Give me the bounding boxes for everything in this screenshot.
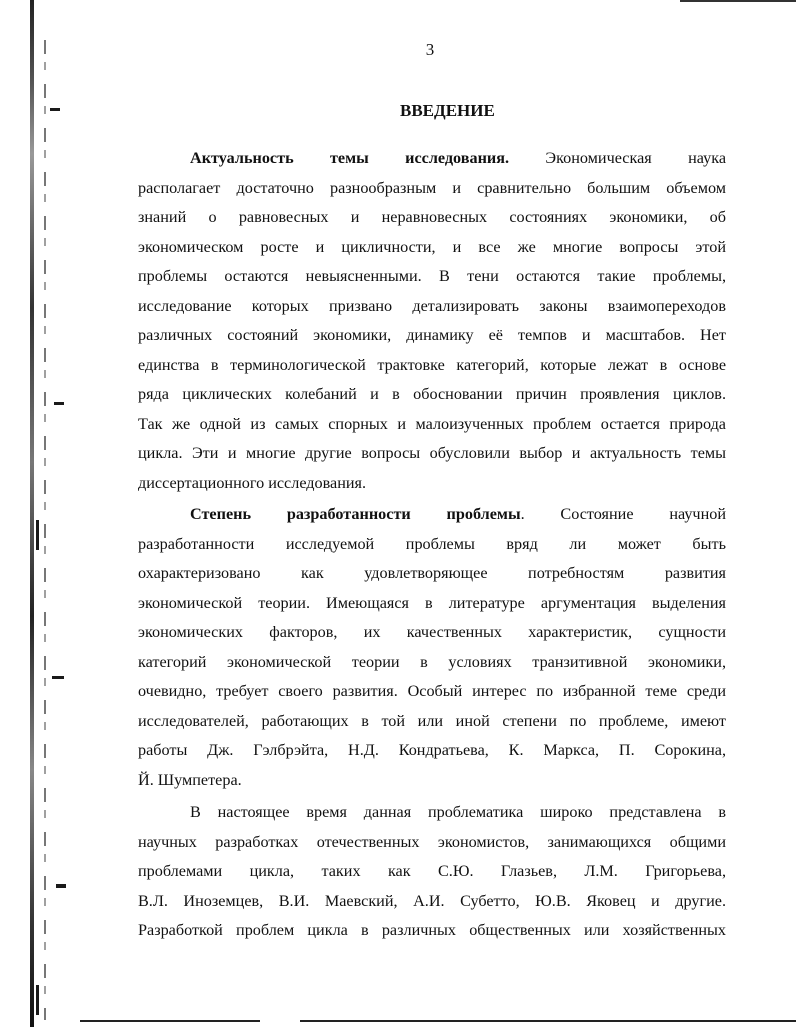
paragraph-line: категорий экономической теории в условиях транзитивной экономики, [138,653,726,671]
paragraph-line: исследование которых призвано детализировать законы взаимопереходов [138,297,726,315]
paragraph-line: научных разработках отечественных экономистов, занимающихся общими [138,833,726,851]
section-lead-actuality: Актуальность темы исследования. [190,149,510,167]
paragraph-line: единства в терминологической трактовке категорий, которые лежат в основе [138,356,726,374]
paragraph-line: проблемами цикла, таких как С.Ю. Глазьев, Л.М. Григорьева, [138,862,726,880]
paragraph-line: располагает достаточно разнообразным и сравнительно большим объемом [138,179,726,197]
scan-mark [36,520,39,550]
scan-top-rule [680,0,796,2]
scan-bottom-rule [300,1020,796,1022]
scan-mark [36,985,39,1015]
paragraph-line [190,502,726,526]
paragraph-line: диссертационного исследования. [138,474,367,492]
paragraph-line [190,146,726,170]
scan-mark [50,108,60,111]
paragraph-line: Й. Шумпетера. [138,771,242,789]
paragraph-text: . Состояние научной [520,505,726,523]
paragraph-line: ряда циклических колебаний и в обосновании причин проявления циклов. [138,385,726,403]
paragraph-line: Так же одной из самых спорных и малоизученных проблем остается природа [138,415,726,433]
paragraph-line: работы Дж. Гэлбрэйта, Н.Д. Кондратьева, К. Маркса, П. Сорокина, [138,741,726,759]
scan-edge-shadow [30,0,34,1027]
paragraph-line: экономической теории. Имеющаяся в литературе аргументация выделения [138,594,726,612]
paragraph-line: знаний о равновесных и неравновесных состояниях экономики, об [138,208,726,226]
paragraph-line: охарактеризовано как удовлетворяющее потребностям развития [138,564,726,582]
section-lead-development: Степень разработанности проблемы [190,505,521,523]
scan-bottom-rule [80,1020,260,1022]
paragraph-line: экономических факторов, их качественных характеристик, сущности [138,623,726,641]
paragraph-line: В.Л. Иноземцев, В.И. Маевский, А.И. Субетто, Ю.В. Яковец и другие. [138,892,726,910]
paragraph-line: различных состояний экономики, динамику её темпов и масштабов. Нет [138,326,726,344]
paragraph-line: разработанности исследуемой проблемы вряд ли может быть [138,535,726,553]
page-number: 3 [425,40,435,59]
paragraph-line: В настоящее время данная проблематика широко представлена в [190,803,726,821]
paragraph-line: очевидно, требует своего развития. Особый интерес по избранной теме среди [138,682,726,700]
paragraph-line: экономическом росте и цикличности, и все же многие вопросы этой [138,238,726,256]
page-title: ВВЕДЕНИЕ [400,101,495,120]
paragraph-line: цикла. Эти и многие другие вопросы обусловили выбор и актуальность темы [138,444,726,462]
paragraph-text: Экономическая наука [545,149,726,167]
scan-mark [56,884,66,888]
scan-mark [52,676,64,679]
scan-edge-streak [44,40,46,1020]
paragraph-line: исследователей, работающих в той или иной степени по проблеме, имеют [138,712,726,730]
scan-mark [54,402,64,405]
paragraph-line: проблемы остаются невыясненными. В тени остаются такие проблемы, [138,267,726,285]
paragraph-line: Разработкой проблем цикла в различных общественных или хозяйственных [138,921,726,939]
